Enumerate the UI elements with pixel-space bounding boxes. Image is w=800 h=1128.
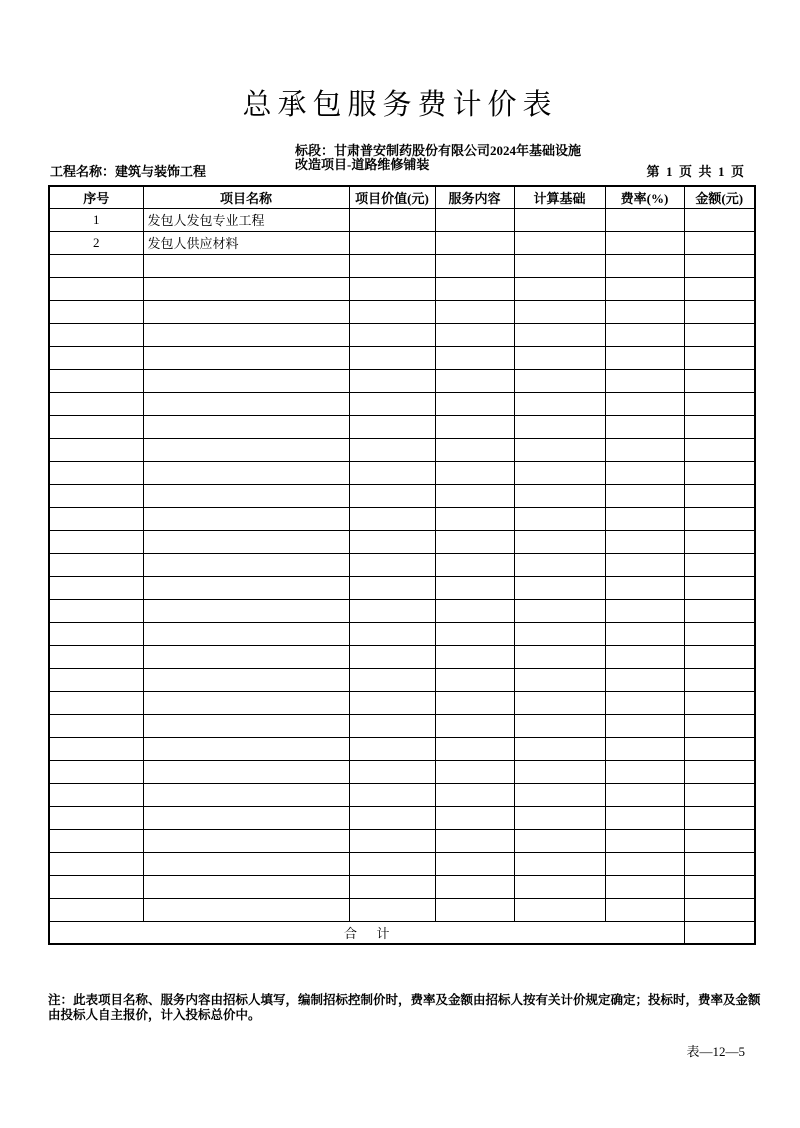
cell-amount [684,346,755,369]
cell-rate [605,645,684,668]
cell-amount [684,599,755,622]
table-row-empty [49,300,755,323]
cell-calc-basis [514,415,605,438]
table-footer [49,921,755,944]
cell-item-name [143,599,349,622]
cell-amount [684,829,755,852]
cell-service-content [435,277,514,300]
cell-calc-basis [514,599,605,622]
cell-calc-basis [514,277,605,300]
cell-item-value [349,277,435,300]
cell-rate [605,484,684,507]
cell-serial [49,530,143,553]
cell-item-value [349,806,435,829]
cell-rate [605,898,684,921]
cell-item-value [349,231,435,254]
cell-amount [684,714,755,737]
table-row-empty [49,461,755,484]
cell-amount [684,254,755,277]
cell-service-content [435,714,514,737]
cell-item-value [349,461,435,484]
page-number: 第 1 页 共 1 页 [646,164,744,179]
cell-item-value [349,852,435,875]
cell-serial [49,829,143,852]
cell-amount [684,208,755,231]
table-row-empty [49,346,755,369]
cell-service-content [435,461,514,484]
cell-calc-basis [514,898,605,921]
pricing-table [48,185,756,945]
cell-service-content [435,507,514,530]
cell-calc-basis [514,254,605,277]
cell-rate [605,829,684,852]
table-row-empty [49,783,755,806]
cell-amount [684,875,755,898]
cell-service-content [435,300,514,323]
cell-calc-basis [514,300,605,323]
cell-serial [49,714,143,737]
cell-calc-basis [514,668,605,691]
cell-serial [49,599,143,622]
cell-item-value [349,898,435,921]
cell-rate [605,208,684,231]
cell-item-name [143,415,349,438]
cell-item-name [143,300,349,323]
footnote-line2: 由投标人自主报价，计入投标总价中。 [48,1007,261,1022]
cell-calc-basis [514,622,605,645]
cell-rate [605,668,684,691]
cell-rate [605,760,684,783]
footnote-line1: 注：此表项目名称、服务内容由招标人填写，编制招标控制价时，费率及金额由招标人按有关计价规定确定；投标时，费率及金额 [48,993,761,1007]
cell-amount [684,760,755,783]
cell-amount [684,691,755,714]
table-row-empty [49,277,755,300]
cell-rate [605,438,684,461]
cell-serial [49,392,143,415]
form-reference-number: 表—12—5 [686,1044,745,1059]
cell-amount [684,461,755,484]
cell-amount [684,737,755,760]
cell-serial [49,484,143,507]
cell-amount [684,484,755,507]
cell-amount [684,530,755,553]
cell-rate [605,507,684,530]
cell-serial [49,875,143,898]
section-name-line1: 标段：甘肃普安制药股份有限公司2024年基础设施 [295,143,582,158]
cell-serial [49,691,143,714]
cell-item-name [143,898,349,921]
cell-rate [605,277,684,300]
cell-item-name [143,507,349,530]
cell-item-name [143,484,349,507]
cell-service-content [435,484,514,507]
cell-service-content [435,530,514,553]
cell-calc-basis [514,323,605,346]
cell-rate [605,622,684,645]
cell-rate [605,852,684,875]
cell-rate [605,300,684,323]
cell-item-name [143,277,349,300]
cell-item-value [349,783,435,806]
cell-serial [49,668,143,691]
cell-item-value [349,392,435,415]
cell-item-value [349,208,435,231]
pricing-table-container [48,185,756,945]
cell-amount [684,645,755,668]
cell-service-content [435,346,514,369]
cell-serial [49,852,143,875]
cell-amount [684,852,755,875]
table-row-empty [49,806,755,829]
cell-serial [49,760,143,783]
cell-service-content [435,438,514,461]
cell-calc-basis [514,829,605,852]
cell-calc-basis [514,645,605,668]
table-row-empty [49,507,755,530]
table-row [49,208,755,231]
cell-rate [605,806,684,829]
cell-calc-basis [514,231,605,254]
cell-rate [605,323,684,346]
table-row-empty [49,576,755,599]
header-item-name: 项目名称 [143,186,349,208]
cell-serial [49,323,143,346]
table-row-empty [49,668,755,691]
cell-service-content [435,898,514,921]
table-meta-bar [48,143,756,183]
cell-calc-basis [514,737,605,760]
cell-rate [605,576,684,599]
cell-service-content [435,599,514,622]
cell-service-content [435,737,514,760]
cell-rate [605,783,684,806]
cell-item-value [349,622,435,645]
cell-serial [49,507,143,530]
cell-calc-basis [514,806,605,829]
cell-rate [605,530,684,553]
cell-item-name [143,829,349,852]
header-item-value: 项目价值(元) [349,186,435,208]
table-row-empty [49,737,755,760]
cell-item-name [143,645,349,668]
cell-serial [49,806,143,829]
cell-item-value [349,415,435,438]
section-name-line2: 改造项目-道路维修铺装 [295,157,430,172]
cell-amount [684,392,755,415]
cell-service-content [435,323,514,346]
cell-serial [49,622,143,645]
cell-serial [49,254,143,277]
cell-service-content [435,231,514,254]
total-amount [684,921,755,944]
cell-service-content [435,576,514,599]
cell-amount [684,369,755,392]
cell-calc-basis [514,507,605,530]
cell-item-name [143,714,349,737]
cell-serial [49,300,143,323]
cell-service-content [435,645,514,668]
cell-item-name [143,875,349,898]
header-serial: 序号 [49,186,143,208]
cell-item-value [349,576,435,599]
table-row-empty [49,645,755,668]
cell-serial [49,553,143,576]
project-name: 工程名称：建筑与装饰工程 [50,164,207,179]
table-row-empty [49,369,755,392]
cell-item-name [143,346,349,369]
table-row-empty [49,829,755,852]
cell-item-name: 发包人供应材料 [143,231,349,254]
table-row-empty [49,484,755,507]
cell-service-content [435,208,514,231]
cell-item-name [143,438,349,461]
cell-item-name [143,254,349,277]
cell-serial: 1 [49,208,143,231]
cell-item-name [143,668,349,691]
cell-amount [684,622,755,645]
cell-item-name [143,622,349,645]
cell-item-value [349,760,435,783]
cell-item-name [143,576,349,599]
cell-item-name [143,553,349,576]
cell-item-value [349,323,435,346]
cell-item-value [349,875,435,898]
page-title: 总承包服务费计价表 [242,89,558,121]
cell-item-name [143,806,349,829]
cell-item-value [349,530,435,553]
cell-serial: 2 [49,231,143,254]
cell-rate [605,553,684,576]
cell-service-content [435,783,514,806]
cell-calc-basis [514,392,605,415]
cell-item-name [143,392,349,415]
cell-amount [684,576,755,599]
total-label: 合 计 [49,921,684,944]
cell-rate [605,714,684,737]
cell-amount [684,277,755,300]
footnote [48,993,760,1022]
cell-calc-basis [514,530,605,553]
cell-service-content [435,415,514,438]
table-row-empty [49,392,755,415]
cell-serial [49,737,143,760]
cell-amount [684,553,755,576]
cell-item-value [349,714,435,737]
table-row-empty [49,622,755,645]
cell-item-name [143,852,349,875]
section-name [295,144,581,172]
table-row-empty [49,898,755,921]
cell-service-content [435,622,514,645]
cell-item-name: 发包人发包专业工程 [143,208,349,231]
table-header [49,186,755,208]
cell-serial [49,645,143,668]
header-service-content: 服务内容 [435,186,514,208]
cell-item-name [143,691,349,714]
cell-amount [684,300,755,323]
cell-service-content [435,852,514,875]
cell-service-content [435,369,514,392]
table-row-empty [49,852,755,875]
cell-item-name [143,737,349,760]
table-row-empty [49,254,755,277]
table-row-empty [49,530,755,553]
cell-serial [49,277,143,300]
cell-calc-basis [514,461,605,484]
cell-calc-basis [514,852,605,875]
cell-service-content [435,760,514,783]
header-row [49,186,755,208]
table-row-empty [49,875,755,898]
cell-serial [49,898,143,921]
cell-service-content [435,392,514,415]
cell-amount [684,438,755,461]
cell-amount [684,668,755,691]
cell-item-name [143,783,349,806]
cell-serial [49,415,143,438]
cell-item-value [349,737,435,760]
cell-rate [605,599,684,622]
cell-item-value [349,553,435,576]
cell-calc-basis [514,369,605,392]
table-row-empty [49,415,755,438]
cell-item-value [349,668,435,691]
cell-item-value [349,645,435,668]
cell-calc-basis [514,484,605,507]
total-row [49,921,755,944]
cell-service-content [435,668,514,691]
cell-item-value [349,300,435,323]
table-row-empty [49,438,755,461]
cell-amount [684,507,755,530]
cell-rate [605,691,684,714]
cell-calc-basis [514,714,605,737]
cell-rate [605,369,684,392]
cell-item-value [349,369,435,392]
cell-amount [684,231,755,254]
cell-calc-basis [514,553,605,576]
table-row-empty [49,714,755,737]
cell-item-value [349,484,435,507]
cell-rate [605,415,684,438]
table-row-empty [49,553,755,576]
cell-calc-basis [514,691,605,714]
cell-service-content [435,875,514,898]
table-row-empty [49,599,755,622]
cell-item-name [143,323,349,346]
cell-calc-basis [514,208,605,231]
cell-item-value [349,829,435,852]
cell-item-value [349,507,435,530]
cell-rate [605,392,684,415]
cell-service-content [435,254,514,277]
cell-rate [605,254,684,277]
cell-serial [49,346,143,369]
cell-item-name [143,369,349,392]
cell-amount [684,898,755,921]
cell-service-content [435,829,514,852]
cell-calc-basis [514,346,605,369]
header-amount: 金额(元) [684,186,755,208]
cell-calc-basis [514,576,605,599]
table-row [49,231,755,254]
cell-service-content [435,691,514,714]
cell-item-value [349,254,435,277]
header-rate: 费率(%) [605,186,684,208]
cell-service-content [435,806,514,829]
cell-serial [49,461,143,484]
table-row-empty [49,691,755,714]
cell-rate [605,461,684,484]
cell-item-name [143,760,349,783]
cell-rate [605,875,684,898]
cell-calc-basis [514,438,605,461]
cell-rate [605,231,684,254]
cell-item-value [349,599,435,622]
cell-serial [49,576,143,599]
cell-service-content [435,553,514,576]
cell-amount [684,783,755,806]
cell-rate [605,346,684,369]
cell-item-value [349,691,435,714]
cell-serial [49,369,143,392]
cell-serial [49,783,143,806]
cell-calc-basis [514,783,605,806]
cell-rate [605,737,684,760]
cell-calc-basis [514,875,605,898]
cell-amount [684,806,755,829]
cell-serial [49,438,143,461]
cell-item-name [143,530,349,553]
cell-amount [684,323,755,346]
cell-calc-basis [514,760,605,783]
table-row-empty [49,323,755,346]
cell-item-name [143,461,349,484]
cell-item-value [349,346,435,369]
table-body [49,208,755,921]
cell-amount [684,415,755,438]
cell-item-value [349,438,435,461]
header-calc-basis: 计算基础 [514,186,605,208]
table-row-empty [49,760,755,783]
